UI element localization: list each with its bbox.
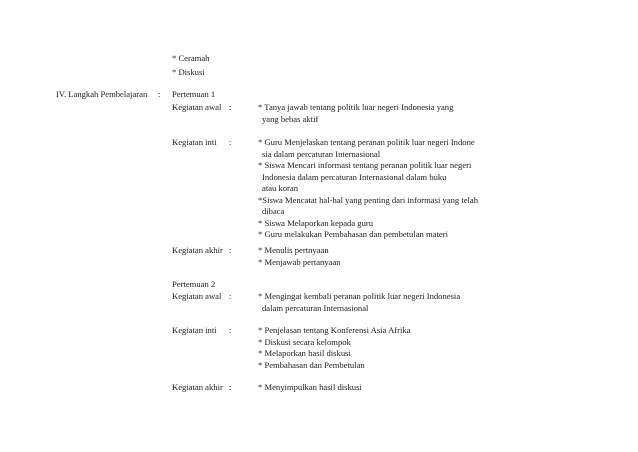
meeting-title: Pertemuan 2	[172, 279, 216, 289]
activity-line: * Guru Menjelaskan tentang peranan politik luar negeri Indone	[258, 137, 475, 147]
activity-colon: :	[229, 245, 232, 255]
activity-name: Kegiatan awal	[172, 291, 222, 301]
activity-colon: :	[229, 291, 232, 301]
activity-line: * Diskusi secara kelompok	[258, 337, 351, 347]
meeting-title: Pertemuan 1	[172, 89, 216, 99]
activity-line: * Siswa Mencari informasi tentang peranan politik luar negeri	[258, 160, 472, 170]
activity-colon: :	[229, 325, 232, 335]
activity-line: Indonesia dalam percaturan Internasional dalam buku	[262, 172, 447, 182]
activity-line: yang bebas aktif	[262, 114, 319, 124]
activity-line: * Siswa Melaporkan kepada guru	[258, 218, 374, 228]
activity-line: * Penjelasan tentang Konferensi Asia Afrika	[258, 325, 411, 335]
activity-line: atau koran	[262, 183, 299, 193]
section-colon: :	[158, 89, 161, 99]
activity-name: Kegiatan inti	[172, 137, 217, 147]
activity-line: dalam percaturan Internasional	[262, 303, 369, 313]
activity-colon: :	[229, 102, 232, 112]
activity-line: * Tanya jawab tentang politik luar negeri Indonesia yang	[258, 102, 454, 112]
activity-name: Kegiatan awal	[172, 102, 222, 112]
activity-colon: :	[229, 137, 232, 147]
activity-line: * Menjawab pertanyaan	[258, 257, 341, 267]
activity-line: * Melaporkan hasil diskusi	[258, 348, 351, 358]
method-item: * Diskusi	[172, 67, 205, 77]
method-item: * Ceramah	[172, 53, 210, 63]
activity-line: *Siswa Mencatat hal-hal yang penting dari informasi yang telah	[258, 195, 479, 205]
activity-line: dibaca	[262, 206, 285, 216]
activity-line: * Menyimpulkan hasil diskusi	[258, 382, 362, 392]
activity-colon: :	[229, 382, 232, 392]
activity-name: Kegiatan inti	[172, 325, 217, 335]
activity-line: sia dalam percaturan Internasional	[262, 149, 381, 159]
activity-name: Kegiatan akhir	[172, 245, 223, 255]
activity-line: * Menulis pertnyaan	[258, 245, 329, 255]
activity-line: * Guru melakukan Pembahasan dan pembetulan materi	[258, 229, 448, 239]
activity-name: Kegiatan akhir	[172, 382, 223, 392]
section-label: IV. Langkah Pembelajaran	[56, 89, 148, 99]
activity-line: * Mengingat kembali peranan politik luar negeri Indonesia	[258, 291, 461, 301]
activity-line: * Pembahasan dan Pembetulan	[258, 360, 365, 370]
